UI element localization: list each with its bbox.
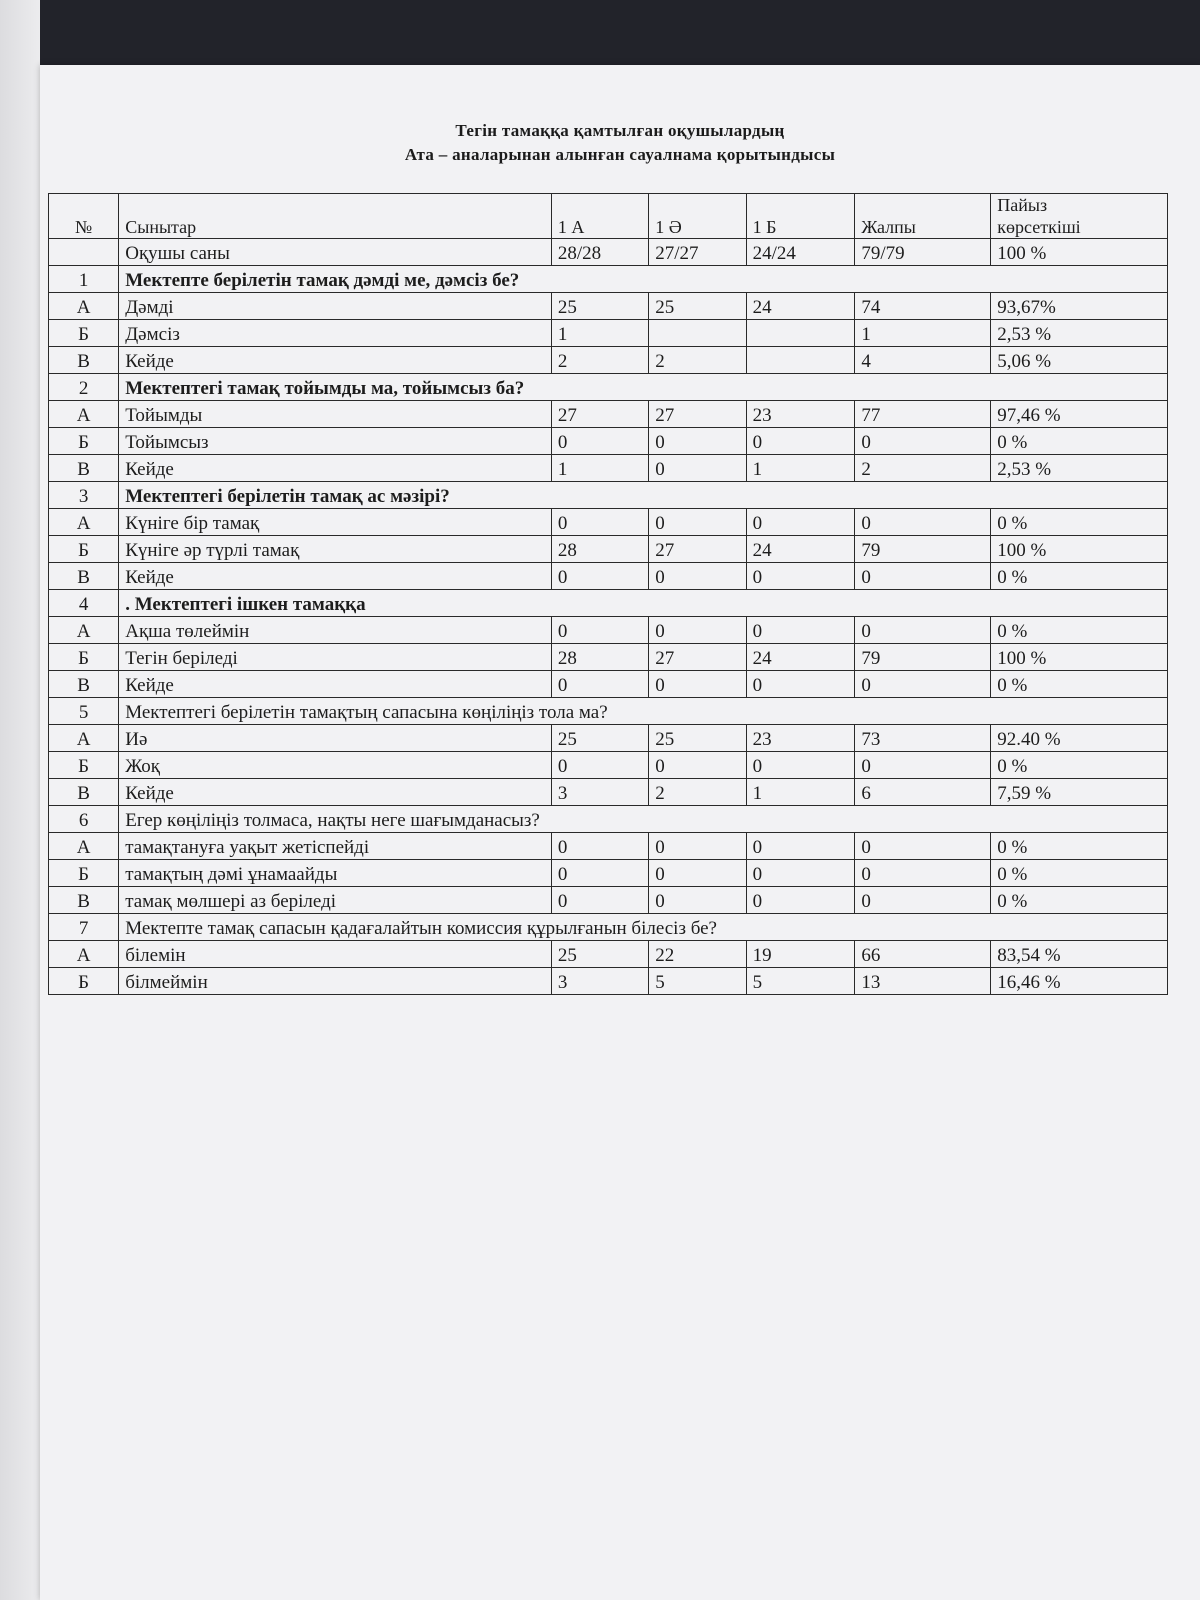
answer-letter: Б bbox=[49, 968, 119, 995]
answer-1ae bbox=[649, 320, 746, 347]
answer-letter: А bbox=[49, 833, 119, 860]
answer-1b: 0 bbox=[746, 617, 855, 644]
answer-letter: В bbox=[49, 779, 119, 806]
answer-1a: 2 bbox=[551, 347, 648, 374]
answer-label: Кейде bbox=[119, 563, 552, 590]
question-row bbox=[49, 266, 1168, 293]
answer-total: 0 bbox=[855, 428, 991, 455]
answer-row bbox=[49, 428, 1168, 455]
answer-letter: В bbox=[49, 671, 119, 698]
question-number: 5 bbox=[49, 698, 119, 725]
answer-label: Жоқ bbox=[119, 752, 552, 779]
answer-1b: 0 bbox=[746, 563, 855, 590]
question-row bbox=[49, 806, 1168, 833]
answer-1ae: 27 bbox=[649, 401, 746, 428]
answer-1ae: 0 bbox=[649, 671, 746, 698]
answer-percent: 0 % bbox=[991, 509, 1168, 536]
answer-1ae: 0 bbox=[649, 428, 746, 455]
students-total: 79/79 bbox=[855, 239, 991, 266]
answer-total: 6 bbox=[855, 779, 991, 806]
answer-letter: А bbox=[49, 509, 119, 536]
answer-1b: 24 bbox=[746, 644, 855, 671]
answer-row bbox=[49, 455, 1168, 482]
answer-total: 73 bbox=[855, 725, 991, 752]
question-number: 1 bbox=[49, 266, 119, 293]
question-number: 2 bbox=[49, 374, 119, 401]
answer-1ae: 25 bbox=[649, 293, 746, 320]
answer-row bbox=[49, 941, 1168, 968]
answer-label: Дәмсіз bbox=[119, 320, 552, 347]
question-text: Мектепте берілетін тамақ дәмді ме, дәмсіз бе? bbox=[119, 266, 1168, 293]
answer-1ae: 27 bbox=[649, 644, 746, 671]
answer-1a: 25 bbox=[551, 293, 648, 320]
answer-letter: Б bbox=[49, 320, 119, 347]
answer-label: Кейде bbox=[119, 347, 552, 374]
question-number: 4 bbox=[49, 590, 119, 617]
question-row bbox=[49, 914, 1168, 941]
answer-total: 77 bbox=[855, 401, 991, 428]
document-title-line-1: Тегін тамаққа қамтылған оқушылардың bbox=[455, 121, 785, 140]
answer-row bbox=[49, 833, 1168, 860]
students-label: Оқушы саны bbox=[119, 239, 552, 266]
answer-percent: 0 % bbox=[991, 617, 1168, 644]
survey-results-table bbox=[48, 193, 1168, 995]
answer-letter: Б bbox=[49, 428, 119, 455]
question-row bbox=[49, 590, 1168, 617]
answer-1ae: 5 bbox=[649, 968, 746, 995]
question-row bbox=[49, 698, 1168, 725]
answer-row bbox=[49, 968, 1168, 995]
answer-1a: 0 bbox=[551, 617, 648, 644]
header-percent bbox=[991, 194, 1168, 239]
answer-row bbox=[49, 671, 1168, 698]
answer-1b: 0 bbox=[746, 428, 855, 455]
answer-total: 79 bbox=[855, 644, 991, 671]
answer-1ae: 2 bbox=[649, 779, 746, 806]
answer-label: Күніге бір тамақ bbox=[119, 509, 552, 536]
answer-percent: 0 % bbox=[991, 428, 1168, 455]
answer-1b: 5 bbox=[746, 968, 855, 995]
answer-1b: 1 bbox=[746, 779, 855, 806]
question-number: 6 bbox=[49, 806, 119, 833]
answer-percent: 0 % bbox=[991, 752, 1168, 779]
answer-label: Кейде bbox=[119, 671, 552, 698]
answer-label: Кейде bbox=[119, 455, 552, 482]
answer-letter: А bbox=[49, 401, 119, 428]
students-count-row bbox=[49, 239, 1168, 266]
answer-percent: 92.40 % bbox=[991, 725, 1168, 752]
answer-1a: 1 bbox=[551, 320, 648, 347]
answer-total: 0 bbox=[855, 860, 991, 887]
answer-1ae: 0 bbox=[649, 509, 746, 536]
answer-row bbox=[49, 509, 1168, 536]
answer-percent: 100 % bbox=[991, 536, 1168, 563]
answer-1a: 0 bbox=[551, 563, 648, 590]
background-light-surface bbox=[0, 0, 40, 1600]
header-classes: Сынытар bbox=[119, 194, 552, 239]
students-1a: 28/28 bbox=[551, 239, 648, 266]
answer-total: 2 bbox=[855, 455, 991, 482]
question-number: 7 bbox=[49, 914, 119, 941]
answer-letter: А bbox=[49, 617, 119, 644]
answer-percent: 5,06 % bbox=[991, 347, 1168, 374]
answer-label: тамақтың дәмі ұнамаайды bbox=[119, 860, 552, 887]
answer-row bbox=[49, 752, 1168, 779]
answer-1b: 23 bbox=[746, 401, 855, 428]
answer-label: тамақтануға уақыт жетіспейді bbox=[119, 833, 552, 860]
answer-1a: 0 bbox=[551, 509, 648, 536]
answer-letter: А bbox=[49, 725, 119, 752]
answer-row bbox=[49, 887, 1168, 914]
answer-total: 1 bbox=[855, 320, 991, 347]
answer-1a: 0 bbox=[551, 860, 648, 887]
answer-label: Тойымды bbox=[119, 401, 552, 428]
answer-row bbox=[49, 644, 1168, 671]
answer-1ae: 0 bbox=[649, 752, 746, 779]
answer-1a: 28 bbox=[551, 536, 648, 563]
answer-total: 0 bbox=[855, 887, 991, 914]
answer-row bbox=[49, 401, 1168, 428]
answer-1a: 25 bbox=[551, 725, 648, 752]
question-text: . Мектептегі ішкен тамаққа bbox=[119, 590, 1168, 617]
answer-row bbox=[49, 617, 1168, 644]
answer-total: 0 bbox=[855, 671, 991, 698]
answer-1a: 0 bbox=[551, 833, 648, 860]
header-num: № bbox=[49, 194, 119, 239]
table-body bbox=[49, 194, 1168, 995]
document-title-line-2: Ата – аналарынан алынған сауалнама қорытындысы bbox=[404, 145, 836, 164]
answer-row bbox=[49, 293, 1168, 320]
answer-label: білмеймін bbox=[119, 968, 552, 995]
question-row bbox=[49, 374, 1168, 401]
answer-percent: 7,59 % bbox=[991, 779, 1168, 806]
answer-label: Кейде bbox=[119, 779, 552, 806]
answer-letter: А bbox=[49, 293, 119, 320]
answer-letter: В bbox=[49, 563, 119, 590]
answer-total: 0 bbox=[855, 509, 991, 536]
answer-1ae: 0 bbox=[649, 563, 746, 590]
answer-letter: Б bbox=[49, 644, 119, 671]
answer-label: Тойымсыз bbox=[119, 428, 552, 455]
answer-label: Күніге әр түрлі тамақ bbox=[119, 536, 552, 563]
answer-1a: 28 bbox=[551, 644, 648, 671]
answer-letter: В bbox=[49, 887, 119, 914]
answer-letter: В bbox=[49, 347, 119, 374]
answer-1b: 24 bbox=[746, 293, 855, 320]
answer-1b: 0 bbox=[746, 833, 855, 860]
answer-total: 74 bbox=[855, 293, 991, 320]
question-text: Мектептегі берілетін тамақтың сапасына көңіліңіз тола ма? bbox=[119, 698, 1168, 725]
answer-percent: 0 % bbox=[991, 860, 1168, 887]
answer-row bbox=[49, 725, 1168, 752]
question-text: Мектептегі берілетін тамақ ас мәзірі? bbox=[119, 482, 1168, 509]
answer-1ae: 0 bbox=[649, 887, 746, 914]
answer-percent: 0 % bbox=[991, 833, 1168, 860]
answer-total: 13 bbox=[855, 968, 991, 995]
answer-total: 4 bbox=[855, 347, 991, 374]
answer-1ae: 0 bbox=[649, 833, 746, 860]
answer-1b bbox=[746, 320, 855, 347]
students-1b: 24/24 bbox=[746, 239, 855, 266]
table-header-row bbox=[49, 194, 1168, 239]
answer-percent: 0 % bbox=[991, 563, 1168, 590]
question-text: Мектептегі тамақ тойымды ма, тойымсыз ба? bbox=[119, 374, 1168, 401]
answer-1ae: 22 bbox=[649, 941, 746, 968]
answer-1ae: 2 bbox=[649, 347, 746, 374]
answer-1a: 0 bbox=[551, 887, 648, 914]
question-number: 3 bbox=[49, 482, 119, 509]
answer-1a: 1 bbox=[551, 455, 648, 482]
answer-row bbox=[49, 536, 1168, 563]
answer-1b: 0 bbox=[746, 752, 855, 779]
answer-1a: 0 bbox=[551, 671, 648, 698]
answer-label: Дәмді bbox=[119, 293, 552, 320]
answer-1ae: 27 bbox=[649, 536, 746, 563]
answer-total: 0 bbox=[855, 563, 991, 590]
answer-percent: 2,53 % bbox=[991, 320, 1168, 347]
answer-1b: 0 bbox=[746, 860, 855, 887]
question-text: Мектепте тамақ сапасын қадағалайтын комиссия құрылғанын білесіз бе? bbox=[119, 914, 1168, 941]
answer-percent: 0 % bbox=[991, 671, 1168, 698]
answer-total: 0 bbox=[855, 752, 991, 779]
answer-percent: 83,54 % bbox=[991, 941, 1168, 968]
answer-1b: 0 bbox=[746, 887, 855, 914]
header-1ae: 1 Ә bbox=[649, 194, 746, 239]
answer-percent: 16,46 % bbox=[991, 968, 1168, 995]
students-1ae: 27/27 bbox=[649, 239, 746, 266]
answer-row bbox=[49, 347, 1168, 374]
answer-1a: 27 bbox=[551, 401, 648, 428]
answer-total: 66 bbox=[855, 941, 991, 968]
answer-total: 0 bbox=[855, 617, 991, 644]
answer-letter: Б bbox=[49, 860, 119, 887]
answer-letter: А bbox=[49, 941, 119, 968]
answer-1a: 25 bbox=[551, 941, 648, 968]
header-total: Жалпы bbox=[855, 194, 991, 239]
answer-1ae: 0 bbox=[649, 455, 746, 482]
students-percent: 100 % bbox=[991, 239, 1168, 266]
answer-1b bbox=[746, 347, 855, 374]
answer-label: Ақша төлеймін bbox=[119, 617, 552, 644]
answer-row bbox=[49, 320, 1168, 347]
answer-1b: 24 bbox=[746, 536, 855, 563]
answer-row bbox=[49, 860, 1168, 887]
header-1a: 1 А bbox=[551, 194, 648, 239]
answer-label: тамақ мөлшері аз беріледі bbox=[119, 887, 552, 914]
answer-percent: 93,67% bbox=[991, 293, 1168, 320]
answer-percent: 2,53 % bbox=[991, 455, 1168, 482]
answer-1b: 0 bbox=[746, 671, 855, 698]
answer-percent: 0 % bbox=[991, 887, 1168, 914]
answer-1a: 0 bbox=[551, 428, 648, 455]
answer-letter: Б bbox=[49, 536, 119, 563]
answer-1a: 0 bbox=[551, 752, 648, 779]
header-percent-line-2: көрсеткіші bbox=[997, 217, 1081, 237]
answer-1ae: 0 bbox=[649, 860, 746, 887]
answer-total: 0 bbox=[855, 833, 991, 860]
answer-percent: 100 % bbox=[991, 644, 1168, 671]
question-text: Егер көңіліңіз толмаса, нақты неге шағымданасыз? bbox=[119, 806, 1168, 833]
paper-sheet bbox=[40, 65, 1200, 1600]
students-num-cell bbox=[49, 239, 119, 266]
answer-1b: 23 bbox=[746, 725, 855, 752]
answer-total: 79 bbox=[855, 536, 991, 563]
answer-letter: Б bbox=[49, 752, 119, 779]
question-row bbox=[49, 482, 1168, 509]
header-percent-line-1: Пайыз bbox=[997, 195, 1048, 215]
answer-letter: В bbox=[49, 455, 119, 482]
header-1b: 1 Б bbox=[746, 194, 855, 239]
answer-label: білемін bbox=[119, 941, 552, 968]
answer-label: Иә bbox=[119, 725, 552, 752]
answer-1ae: 0 bbox=[649, 617, 746, 644]
answer-1b: 1 bbox=[746, 455, 855, 482]
answer-percent: 97,46 % bbox=[991, 401, 1168, 428]
answer-1b: 19 bbox=[746, 941, 855, 968]
answer-1a: 3 bbox=[551, 779, 648, 806]
answer-row bbox=[49, 779, 1168, 806]
answer-1ae: 25 bbox=[649, 725, 746, 752]
answer-label: Тегін беріледі bbox=[119, 644, 552, 671]
answer-row bbox=[49, 563, 1168, 590]
answer-1b: 0 bbox=[746, 509, 855, 536]
answer-1a: 3 bbox=[551, 968, 648, 995]
